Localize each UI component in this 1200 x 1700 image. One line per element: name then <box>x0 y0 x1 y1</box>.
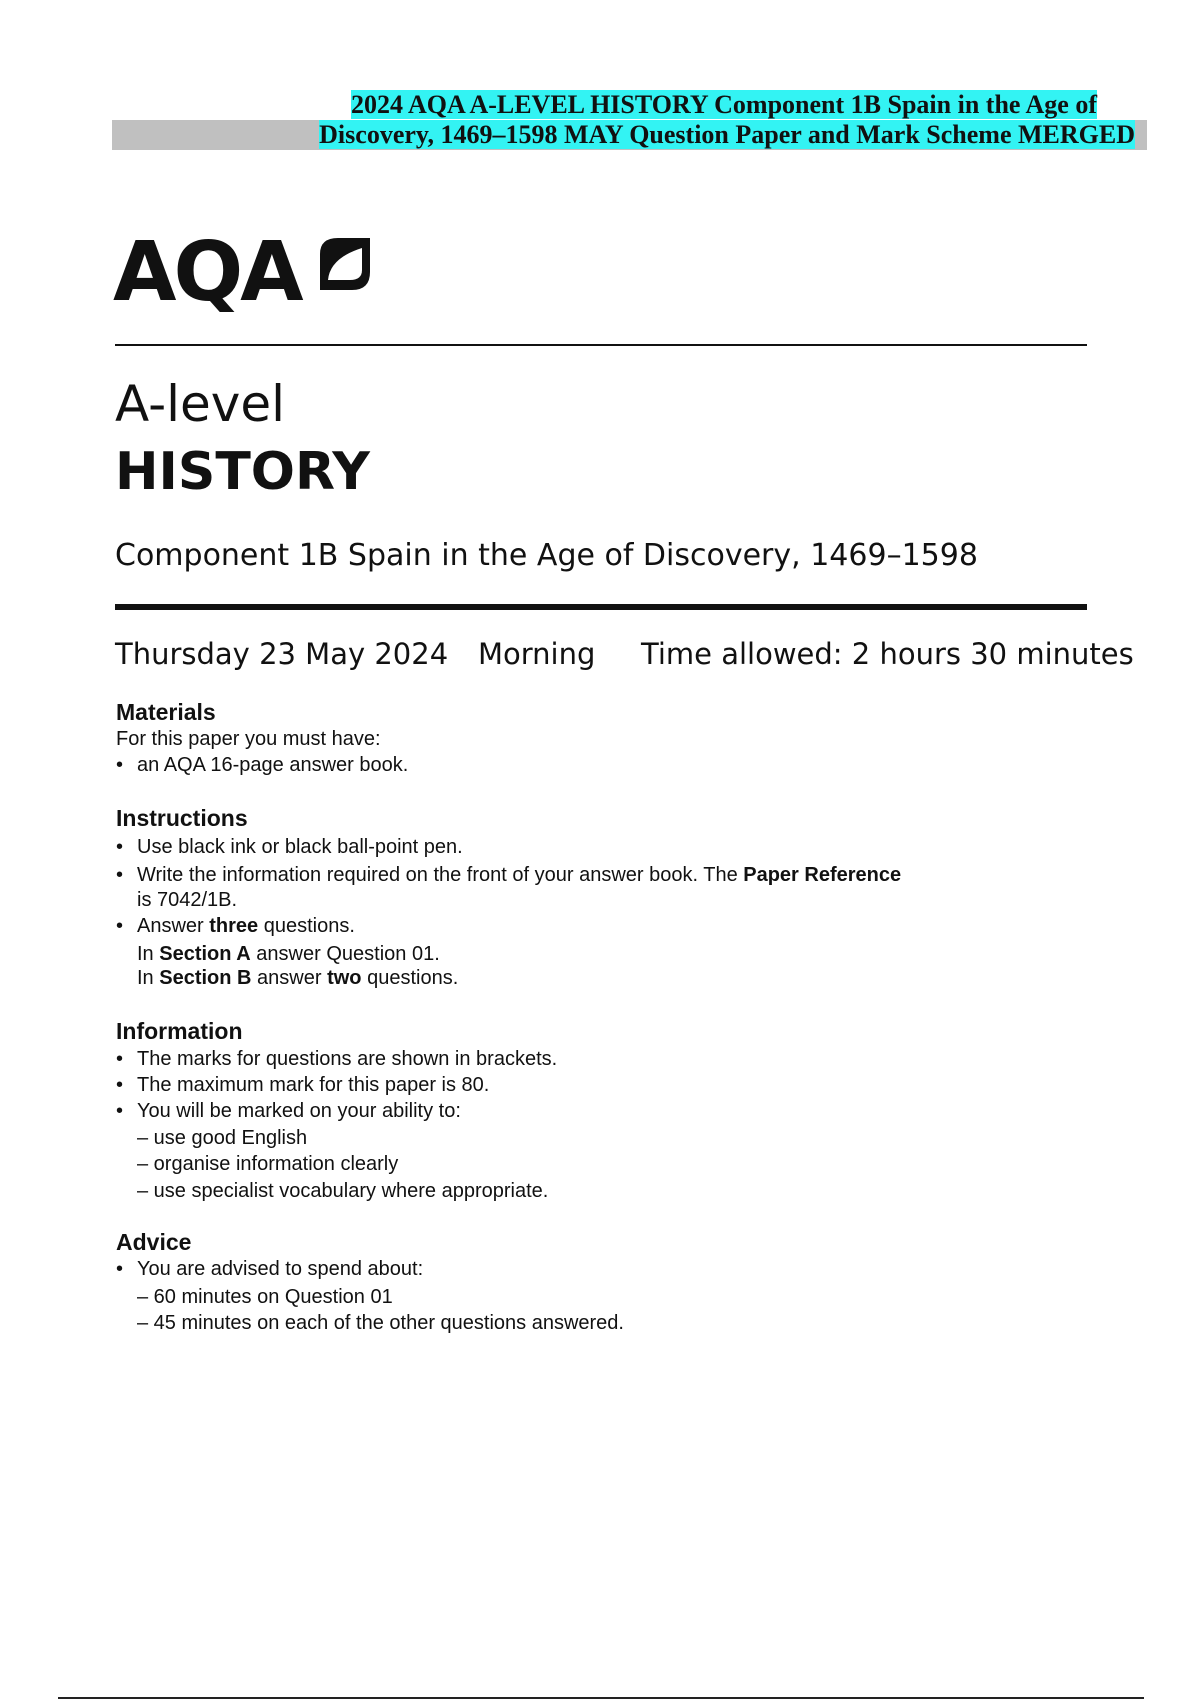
page-bottom-divider <box>58 1697 1144 1699</box>
advice-item-text: You are advised to spend about: <box>137 1258 424 1280</box>
header-divider <box>115 344 1087 346</box>
advice-subitem: – 45 minutes on each of the other questions answered. <box>137 1312 624 1334</box>
section-b-count: two <box>327 967 362 989</box>
information-item-text: The maximum mark for this paper is 80. <box>137 1074 490 1096</box>
aqa-logo-text: AQA <box>113 225 301 320</box>
materials-item: • an AQA 16-page answer book. <box>116 754 409 776</box>
aqa-leaf-icon <box>316 232 374 294</box>
banner-line-1: 2024 AQA A-LEVEL HISTORY Component 1B Spain in the Age of <box>350 90 1097 119</box>
banner-line-2: Discovery, 1469–1598 MAY Question Paper and Mark Scheme MERGED <box>319 120 1135 149</box>
materials-heading: Materials <box>116 699 216 725</box>
information-item: • The marks for questions are shown in brackets. <box>116 1048 558 1070</box>
section-b-instruction <box>137 965 458 991</box>
section-a-pre: In <box>137 943 160 965</box>
section-a-instruction <box>137 941 440 967</box>
information-item-text: You will be marked on your ability to: <box>137 1100 461 1122</box>
section-a-label: Section A <box>159 943 251 965</box>
instruction-item: • Write the information required on the front of your answer book. The Paper Reference <box>116 864 902 886</box>
information-heading: Information <box>116 1018 243 1044</box>
aqa-logo <box>113 225 301 320</box>
section-b-post: questions. <box>361 967 459 989</box>
section-a-post: answer Question 01. <box>250 943 440 965</box>
document-title-banner <box>112 90 1147 150</box>
information-item-text: The marks for questions are shown in brackets. <box>137 1048 558 1070</box>
advice-heading: Advice <box>116 1229 192 1255</box>
answer-count: three <box>209 915 259 937</box>
section-b-label: Section B <box>159 967 252 989</box>
advice-item: • You are advised to spend about: <box>116 1258 424 1280</box>
section-b-pre: In <box>137 967 160 989</box>
component-title: Component 1B Spain in the Age of Discovery, 1469–1598 <box>115 538 978 573</box>
answer-text: Answer <box>137 915 210 937</box>
information-item: • You will be marked on your ability to: <box>116 1100 461 1122</box>
information-subitem: – use good English <box>137 1127 308 1149</box>
instruction-item: • Answer three questions. <box>116 915 355 937</box>
paper-reference-label: Paper Reference <box>743 864 902 886</box>
information-item: • The maximum mark for this paper is 80. <box>116 1074 490 1096</box>
information-subitem: – organise information clearly <box>137 1153 399 1175</box>
section-b-mid: answer <box>251 967 328 989</box>
answer-text-end: questions. <box>258 915 355 937</box>
exam-session: Morning <box>478 637 596 671</box>
materials-intro: For this paper you must have: <box>116 728 381 750</box>
paper-reference-code: is 7042/1B. <box>137 889 238 911</box>
exam-date: Thursday 23 May 2024 <box>115 637 449 671</box>
instruction-item: • Use black ink or black ball-point pen. <box>116 836 463 858</box>
instruction-ink: Use black ink or black ball-point pen. <box>137 836 463 858</box>
subject-title: HISTORY <box>115 442 370 502</box>
materials-item-text: an AQA 16-page answer book. <box>137 754 409 776</box>
qualification-level: A-level <box>115 375 286 433</box>
title-divider <box>115 604 1087 610</box>
advice-subitem: – 60 minutes on Question 01 <box>137 1286 393 1308</box>
instructions-heading: Instructions <box>116 805 248 831</box>
time-allowed: Time allowed: 2 hours 30 minutes <box>641 637 1134 671</box>
information-subitem: – use specialist vocabulary where appropriate. <box>137 1180 549 1202</box>
instruction-front-text: Write the information required on the front of your answer book. The <box>137 864 744 886</box>
